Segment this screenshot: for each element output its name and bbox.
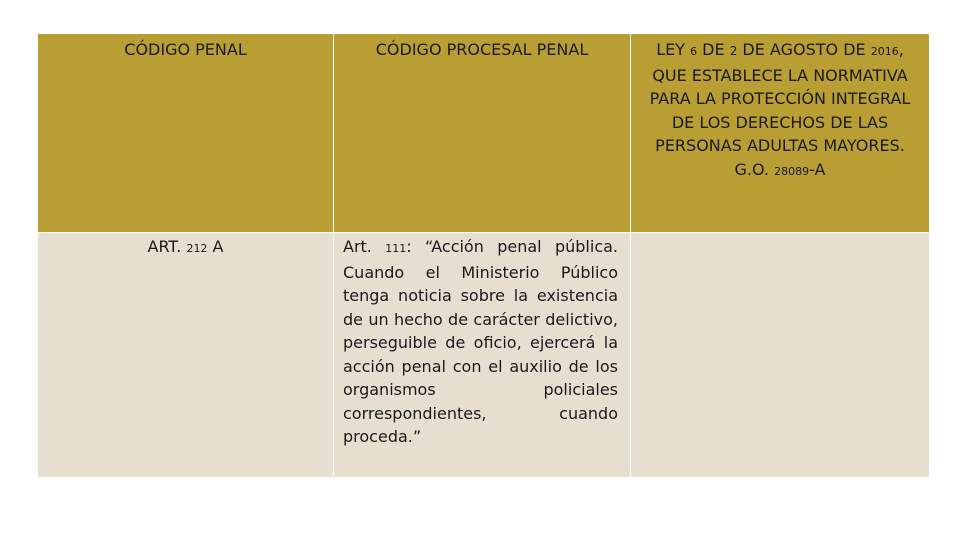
- comparison-table: [37, 33, 930, 478]
- article-111-prefix: Art.: [343, 237, 386, 256]
- header-codigo-penal-label: CÓDIGO PENAL: [124, 40, 247, 59]
- table-header-row: [38, 34, 930, 233]
- cell-codigo-penal-article: [38, 233, 334, 478]
- header-ley-part3: DE AGOSTO DE: [737, 40, 871, 59]
- header-codigo-penal: [38, 34, 334, 233]
- header-ley-part4: , QUE ESTABLECE LA NORMATIVA PARA LA PROTECCIÓN INTEGRAL DE LOS DERECHOS DE LAS PERSONAS ADULTAS MAYORES. G.O.: [649, 40, 911, 179]
- header-ley-num2: 2: [729, 44, 738, 58]
- table-row: [38, 233, 930, 478]
- cell-ley-empty: [631, 233, 930, 478]
- header-ley-part5: -A: [809, 159, 826, 179]
- header-ley-text: [632, 38, 928, 183]
- header-ley-part1: LEY: [656, 40, 691, 59]
- header-ley-gaceta: 28089: [774, 164, 810, 178]
- article-111-body: : “Acción penal pública. Cuando el Ministerio Público tenga noticia sobre la existencia de un hecho de carácter delictivo, perseguible de oficio, ejercerá la acción penal con el auxilio de los organismos policiales correspondientes, cuando proceda.”: [343, 237, 618, 446]
- header-codigo-procesal-penal: [334, 34, 631, 233]
- header-ley-num6: 6: [690, 45, 698, 58]
- cell-codigo-procesal-article: [334, 233, 631, 478]
- header-ley: [631, 34, 930, 233]
- article-111-text: [335, 235, 629, 449]
- header-ley-year: 2016: [870, 45, 899, 58]
- article-212a-prefix: ART.: [147, 237, 187, 256]
- header-ley-part2: DE: [697, 40, 730, 59]
- header-codigo-procesal-penal-label: CÓDIGO PROCESAL PENAL: [375, 40, 589, 59]
- article-111-num: 111: [385, 242, 407, 255]
- article-212a-suffix: A: [207, 237, 224, 256]
- article-212a-num: 212: [186, 242, 208, 255]
